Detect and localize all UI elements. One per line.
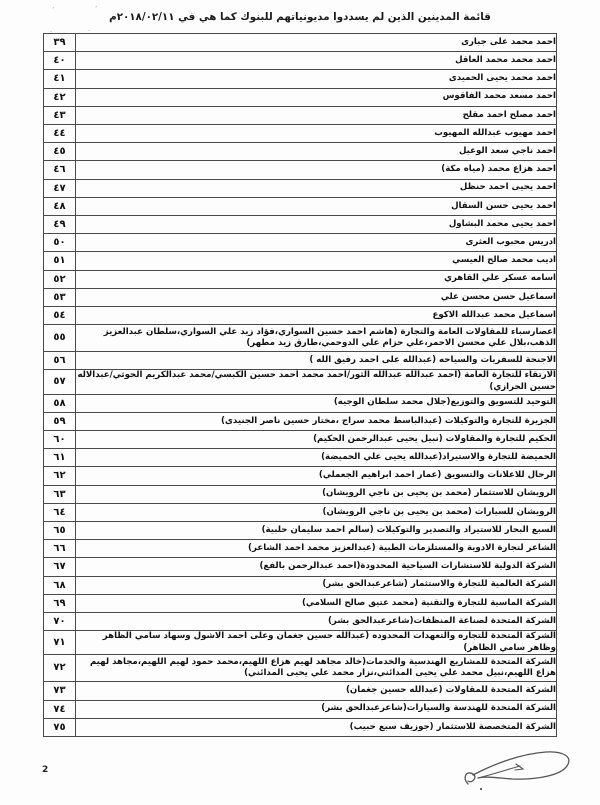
debtor-name-cell: الشركة المتحدة للمشاريع الهندسية والخدمات(خالد مجاهد لهيم هزاع اللهيم،محمد حمود لهيم اللهيم،مجاهد لهيم هزاع اللهيم،نبيل محمد علي يحيى المدائني،نزار محمد علي يحيى المدائني) <box>76 655 557 682</box>
row-number-cell: ٦٠ <box>44 431 76 449</box>
debtor-name-cell: احمد مهيوب عبدالله المهيوب <box>76 125 557 143</box>
row-number-cell: ٤٢ <box>44 88 76 106</box>
signature-mark <box>460 748 575 800</box>
debtor-name-cell: الجزيرة للتجارة والتوكيلات (عبدالباسط محمد سراج ،مختار حسين ناصر الجنيدى) <box>76 412 557 430</box>
debtor-name-cell: احمد يحيى حسن السقال <box>76 197 557 215</box>
table-row <box>44 431 557 449</box>
row-number-cell: ٣٩ <box>44 34 76 52</box>
row-number-cell: ٤٥ <box>44 143 76 161</box>
page-number: 2 <box>42 765 49 775</box>
table-row <box>44 613 557 631</box>
table-row <box>44 325 557 352</box>
debtor-name-cell: احمد محمد على جبارى <box>76 34 557 52</box>
row-number-cell: ٦٣ <box>44 485 76 503</box>
table-row <box>44 631 557 655</box>
debtor-name-cell: الاجنحة للسفريات والسياحه (عبدالله على احمد رفيق الله ) <box>76 352 557 370</box>
table-row <box>44 125 557 143</box>
table-row <box>44 252 557 270</box>
row-number-cell: ٦٧ <box>44 558 76 576</box>
row-number-cell: ٥٢ <box>44 270 76 288</box>
debtor-name-cell: احمد مصلح احمد مقلح <box>76 106 557 124</box>
row-number-cell: ٦٥ <box>44 522 76 540</box>
debtor-name-cell: ادريس محبوب العثرى <box>76 234 557 252</box>
table-row <box>44 270 557 288</box>
debtor-name-cell: الشاعر لتجارة الادوية والمستلزمات الطبية (عبدالعزيز محمد احمد الشاعر) <box>76 540 557 558</box>
row-number-cell: ٤٧ <box>44 179 76 197</box>
table-row <box>44 718 557 736</box>
debtor-name-cell: احمد محمد يحيى الحميدى <box>76 70 557 88</box>
table-row <box>44 143 557 161</box>
scan-speck: ٬ <box>95 5 98 13</box>
table-row <box>44 558 557 576</box>
table-row <box>44 179 557 197</box>
row-number-cell: ٥٦ <box>44 352 76 370</box>
table-row <box>44 449 557 467</box>
row-number-cell: ٤٨ <box>44 197 76 215</box>
table-row <box>44 70 557 88</box>
row-number-cell: ٧٥ <box>44 718 76 736</box>
page-title: قائمة المدينين الذين لم يسددوا مديونياتهم للبنوك كما هي في ٢٠١٨/٠٢/١١م <box>109 11 491 23</box>
row-number-cell: ٦٩ <box>44 594 76 612</box>
scan-speck: ٬ <box>52 6 55 14</box>
row-number-cell: ٧٢ <box>44 655 76 682</box>
table-row <box>44 467 557 485</box>
table-row <box>44 485 557 503</box>
row-number-cell: ٦٨ <box>44 576 76 594</box>
debtor-name-cell: اسماعيل محمد عبدالله الاكوع <box>76 307 557 325</box>
table-row <box>44 412 557 430</box>
debtors-table <box>43 33 557 737</box>
table-row <box>44 682 557 700</box>
debtor-name-cell: احمد يحيى احمد حنظل <box>76 179 557 197</box>
row-number-cell: ٥٤ <box>44 307 76 325</box>
debtors-table-container <box>43 33 557 737</box>
table-row <box>44 352 557 370</box>
debtor-name-cell: الارتقاء للتجارة العامة (احمد عبدالله عبدالله الثور/احمد محمد احمد حسين الكبسي/محمد عبدالكريم الحوثي/عبدالاله حسين الحرازي) <box>76 370 557 394</box>
debtor-name-cell: احمد محمد محمد العاقل <box>76 52 557 70</box>
debtor-name-cell: احمد يحيى محمد البشاول <box>76 216 557 234</box>
row-number-cell: ٤٦ <box>44 161 76 179</box>
row-number-cell: ٤٣ <box>44 106 76 124</box>
debtor-name-cell: الشركة المتخصصة للاستثمار (جوزيف سبع حبيب) <box>76 718 557 736</box>
debtor-name-cell: الشركة المتحدة للهندسة والسيارات(شاعرعبدالحق بشر) <box>76 700 557 718</box>
debtor-name-cell: احمد مسعد محمد الفاقوس <box>76 88 557 106</box>
row-number-cell: ٧٠ <box>44 613 76 631</box>
table-row <box>44 34 557 52</box>
table-row <box>44 655 557 682</box>
row-number-cell: ٥٠ <box>44 234 76 252</box>
debtor-name-cell: الرويشان للاستثمار (محمد بن يحيى بن ناجي الرويشان) <box>76 485 557 503</box>
scan-speck: . <box>50 26 53 34</box>
row-number-cell: ٦٦ <box>44 540 76 558</box>
table-row <box>44 700 557 718</box>
debtor-name-cell: الشركة العالمية للتجارة والاستثمار (شاعرعبدالحق بشر) <box>76 576 557 594</box>
table-row <box>44 503 557 521</box>
debtor-name-cell: اعصارسباء للمقاولات العامة والتجارة (هاشم احمد حسين السواري،فؤاد زيد علي السواري،سلطان عبدالعزيز الذهب،بلال علي محسن الاحمر،علي حزام علي الدوحمي،طارق زيد مطهر) <box>76 325 557 352</box>
row-number-cell: ٥٩ <box>44 412 76 430</box>
debtor-name-cell: التوحيد للتسويق والتوزيع(جلال محمد سلطان الوجيه) <box>76 394 557 412</box>
table-row <box>44 540 557 558</box>
table-row <box>44 288 557 306</box>
table-row <box>44 594 557 612</box>
debtor-name-cell: الرحال للاعلانات والتسويق (عمار احمد ابراهيم الجعملي) <box>76 467 557 485</box>
table-row <box>44 307 557 325</box>
row-number-cell: ٤١ <box>44 70 76 88</box>
table-row <box>44 88 557 106</box>
table-row <box>44 370 557 394</box>
table-row <box>44 576 557 594</box>
debtor-name-cell: الحميضة للتجارة والاستيراد(عبدالله يحيى علي الحميضة) <box>76 449 557 467</box>
row-number-cell: ٥١ <box>44 252 76 270</box>
debtor-name-cell: الشركة المتحدة للتجاره والتعهدات المحدوده (عبدالله حسين جغمان وعلى احمد الاشول وسهاد سامي الظاهر وظاهر سامي الظاهر) <box>76 631 557 655</box>
table-row <box>44 216 557 234</box>
debtor-name-cell: اديب محمد صالح العيسي <box>76 252 557 270</box>
debtor-name-cell: الحكيم للتجارة والمقاولات (نبيل يحيى عبدالرحمن الحكيم) <box>76 431 557 449</box>
row-number-cell: ٦٢ <box>44 467 76 485</box>
table-row <box>44 197 557 215</box>
debtors-table-body <box>44 34 557 737</box>
row-number-cell: ٤٠ <box>44 52 76 70</box>
debtor-name-cell: الشركة المتحدة للمقاولات (عبدالله حسين جغمان) <box>76 682 557 700</box>
row-number-cell: ٧٤ <box>44 700 76 718</box>
debtor-name-cell: اسامه عسكر علي القاهري <box>76 270 557 288</box>
debtor-name-cell: الرويشان للسيارات (محمد بن يحيى بن ناجي الرويشان) <box>76 503 557 521</box>
debtor-name-cell: الشركة المتحدة لصناعة المنظفات(شاعرعبدالحق بشر) <box>76 613 557 631</box>
table-row <box>44 106 557 124</box>
table-row <box>44 52 557 70</box>
debtor-name-cell: احمد هزاع محمد (مياه مكة) <box>76 161 557 179</box>
row-number-cell: ٦٤ <box>44 503 76 521</box>
table-row <box>44 234 557 252</box>
row-number-cell: ٧١ <box>44 631 76 655</box>
row-number-cell: ٦١ <box>44 449 76 467</box>
scan-speck: . <box>88 25 91 33</box>
debtor-name-cell: الشركة الماسية للتجارة والتقنية (محمد عتيق صالح السلامي) <box>76 594 557 612</box>
table-row <box>44 161 557 179</box>
row-number-cell: ٥٣ <box>44 288 76 306</box>
debtor-name-cell: الشركة الدولية للاستشارات السياحية المحدودة(احمد عبدالرحمن بالفع) <box>76 558 557 576</box>
debtor-name-cell: احمد ناجي سعد الوعيل <box>76 143 557 161</box>
row-number-cell: ٥٧ <box>44 370 76 394</box>
row-number-cell: ٧٣ <box>44 682 76 700</box>
table-row <box>44 522 557 540</box>
table-row <box>44 394 557 412</box>
row-number-cell: ٤٤ <box>44 125 76 143</box>
row-number-cell: ٥٨ <box>44 394 76 412</box>
row-number-cell: ٥٥ <box>44 325 76 352</box>
debtor-name-cell: السبع البحار للاستيراد والتصدير والتوكيلات (سالم احمد سليمان حلبية) <box>76 522 557 540</box>
row-number-cell: ٤٩ <box>44 216 76 234</box>
debtor-name-cell: اسماعيل حسن محسن علي <box>76 288 557 306</box>
